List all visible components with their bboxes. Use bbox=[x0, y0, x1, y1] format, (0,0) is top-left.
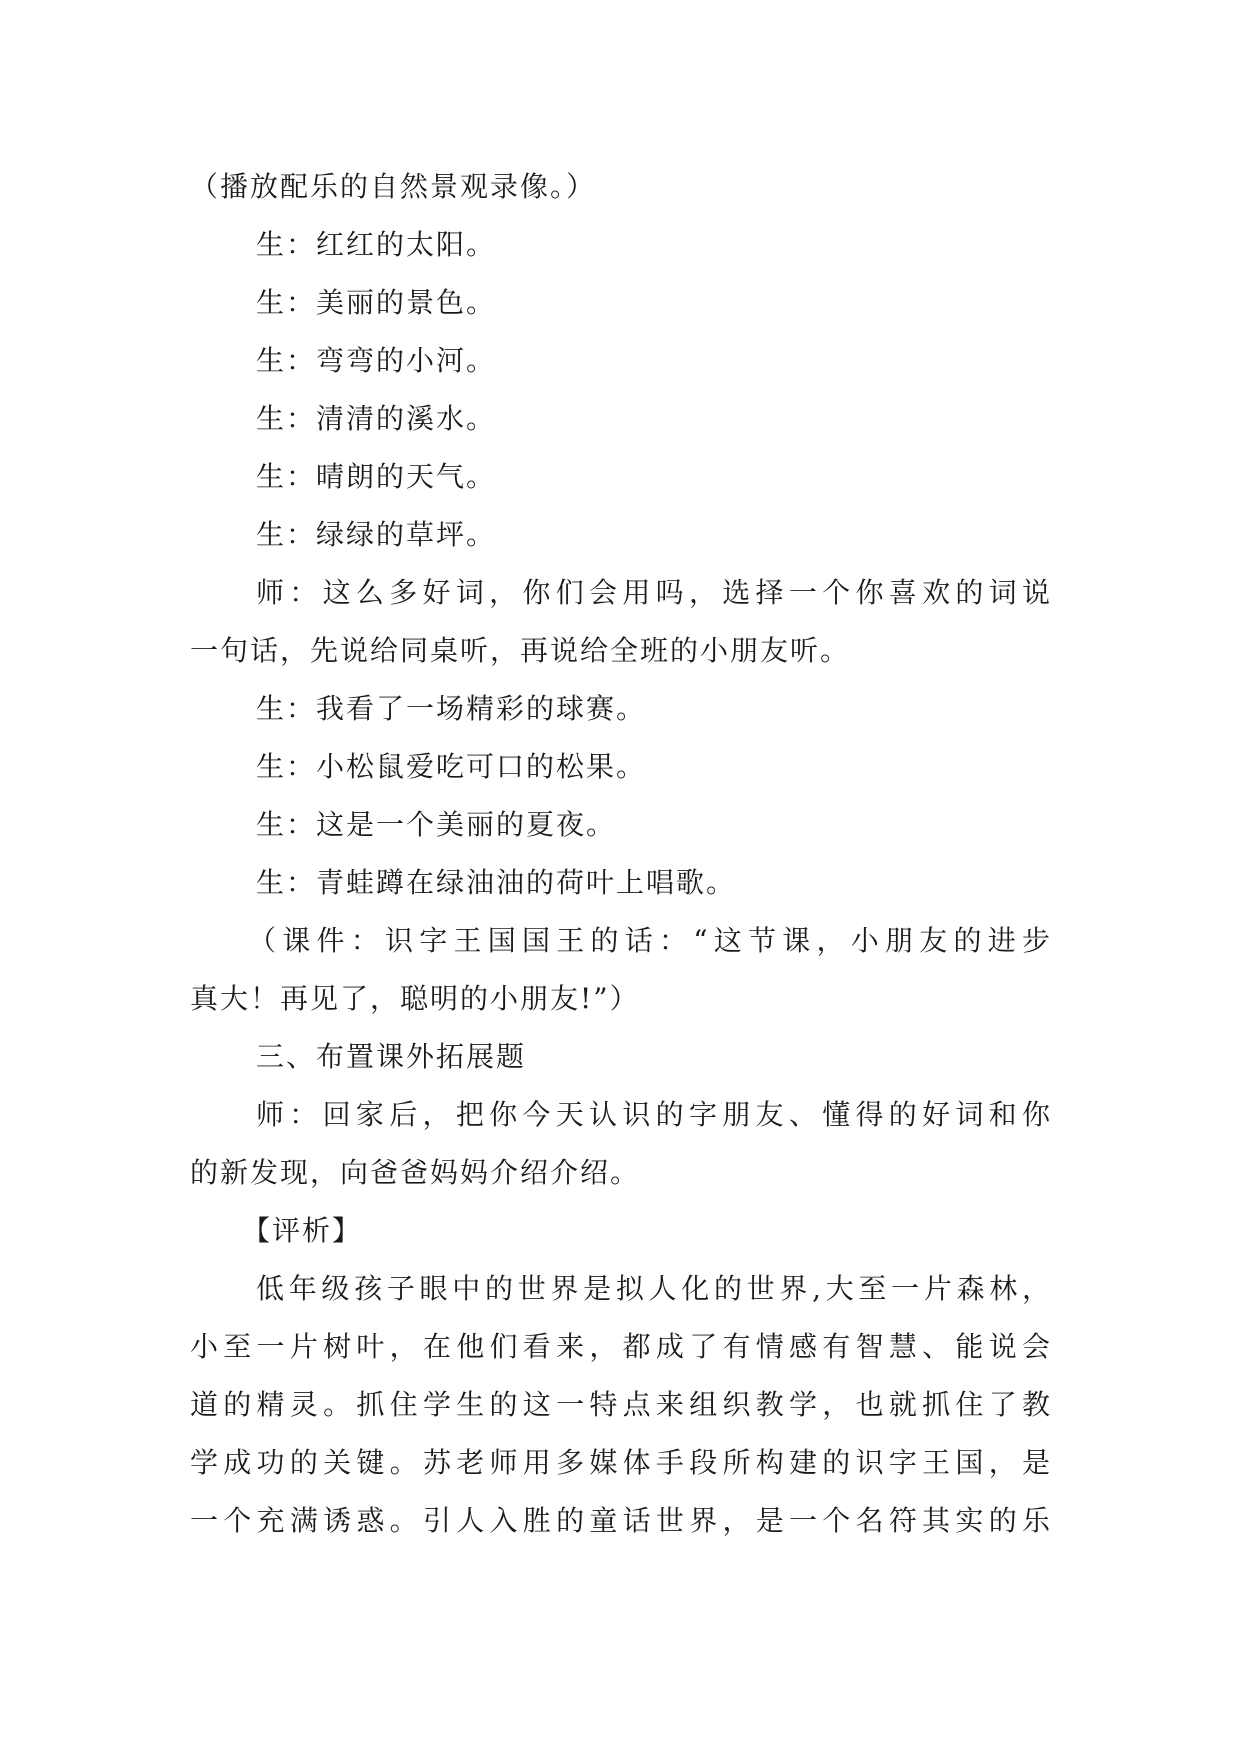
paragraph-line: 生：我看了一场精彩的球赛。 bbox=[256, 692, 647, 725]
body-text bbox=[190, 158, 1052, 1550]
paragraph-line: 生：清清的溪水。 bbox=[256, 402, 497, 435]
paragraph-line: 一个充满诱惑。引人入胜的童话世界，是一个名符其实的乐 bbox=[190, 1504, 1052, 1537]
paragraph-line: 的新发现，向爸爸妈妈介绍介绍。 bbox=[190, 1156, 641, 1189]
paragraph-line: 生：青蛙蹲在绿油油的荷叶上唱歌。 bbox=[256, 866, 737, 899]
paragraph-line: （课件：识字王国国王的话：“这节课，小朋友的进步 bbox=[248, 924, 1052, 957]
paragraph-line: 真大！再见了，聪明的小朋友!”） bbox=[190, 982, 640, 1015]
paragraph-line: 道的精灵。抓住学生的这一特点来组织教学，也就抓住了教 bbox=[190, 1388, 1052, 1421]
paragraph-line: 学成功的关键。苏老师用多媒体手段所构建的识字王国，是 bbox=[190, 1446, 1052, 1479]
paragraph-line: 生：小松鼠爱吃可口的松果。 bbox=[256, 750, 647, 783]
paragraph-line: 生：弯弯的小河。 bbox=[256, 344, 497, 377]
paragraph-line: 生：绿绿的草坪。 bbox=[256, 518, 497, 551]
paragraph-line: （播放配乐的自然景观录像。） bbox=[190, 170, 597, 203]
section-heading: 三、布置课外拓展题 bbox=[256, 1040, 527, 1073]
commentary-heading: 【评析】 bbox=[242, 1214, 363, 1247]
paragraph-line: 师：回家后，把你今天认识的字朋友、懂得的好词和你 bbox=[256, 1098, 1052, 1131]
paragraph-line: 生：晴朗的天气。 bbox=[256, 460, 497, 493]
paragraph-line: 低年级孩子眼中的世界是拟人化的世界,大至一片森林， bbox=[256, 1272, 1052, 1305]
paragraph-line: 生：这是一个美丽的夏夜。 bbox=[256, 808, 617, 841]
paragraph-line: 一句话，先说给同桌听，再说给全班的小朋友听。 bbox=[190, 634, 851, 667]
paragraph-line: 小至一片树叶，在他们看来，都成了有情感有智慧、能说会 bbox=[190, 1330, 1052, 1363]
paragraph-line: 师：这么多好词，你们会用吗，选择一个你喜欢的词说 bbox=[256, 576, 1052, 609]
paragraph-line: 生：红红的太阳。 bbox=[256, 228, 497, 261]
paragraph-line: 生：美丽的景色。 bbox=[256, 286, 497, 319]
